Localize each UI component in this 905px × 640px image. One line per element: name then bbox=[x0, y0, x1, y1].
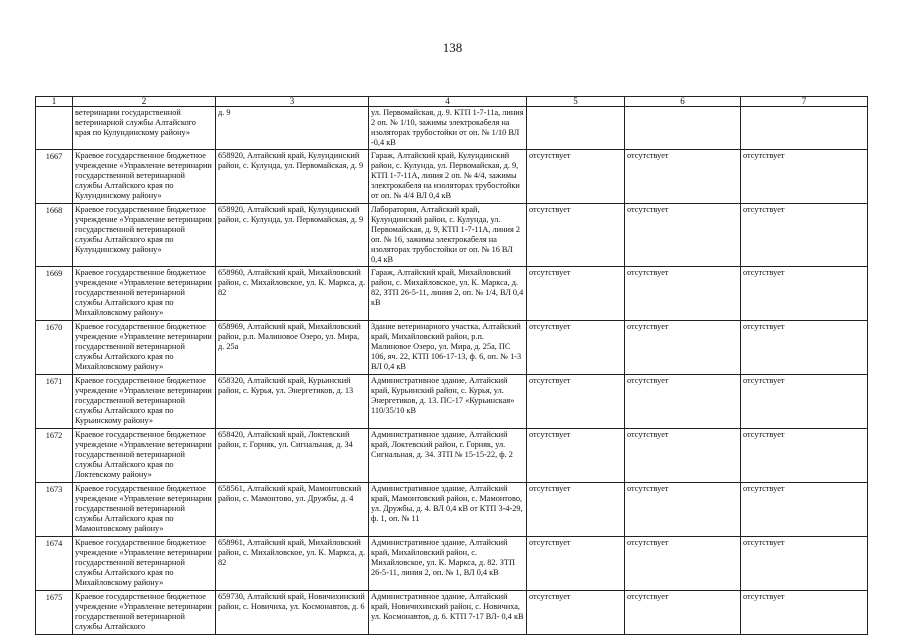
registry-table bbox=[35, 96, 868, 635]
table-body bbox=[36, 97, 868, 635]
column-header: 5 bbox=[527, 97, 625, 107]
column-7-value bbox=[741, 107, 868, 150]
object-description: Гараж, Алтайский край, Михайловский район, с. Михайловское, ул. К. Маркса, д. 82, ЗТП 26-5-11, линия 2, оп. № 1/4, ВЛ 0,4 кВ bbox=[369, 267, 527, 321]
table-row bbox=[36, 204, 868, 267]
organization-name: Краевое государственное бюджетное учреждение «Управление ветеринарии государственной ветеринарной службы Алтайского края по Мамонтовскому району» bbox=[73, 483, 216, 537]
column-6-value: отсутствует bbox=[625, 591, 741, 635]
column-7-value: отсутствует bbox=[741, 591, 868, 635]
column-header: 7 bbox=[741, 97, 868, 107]
column-7-value: отсутствует bbox=[741, 321, 868, 375]
row-number: 1667 bbox=[36, 150, 73, 204]
organization-address: д. 9 bbox=[216, 107, 369, 150]
organization-address: 658969, Алтайский край, Михайловский район, р.п. Малиновое Озеро, ул. Мира, д. 25а bbox=[216, 321, 369, 375]
organization-name: Краевое государственное бюджетное учреждение «Управление ветеринарии государственной ветеринарной службы Алтайского края по Михайловскому району» bbox=[73, 267, 216, 321]
organization-address: 658961, Алтайский край, Михайловский район, с. Михайловское, ул. К. Маркса, д. 82 bbox=[216, 537, 369, 591]
column-7-value: отсутствует bbox=[741, 150, 868, 204]
table-row bbox=[36, 107, 868, 150]
column-5-value: отсутствует bbox=[527, 321, 625, 375]
column-header: 3 bbox=[216, 97, 369, 107]
column-5-value: отсутствует bbox=[527, 591, 625, 635]
table-row bbox=[36, 537, 868, 591]
column-6-value: отсутствует bbox=[625, 204, 741, 267]
organization-address: 659730, Алтайский край, Новичихинский район, с. Новичиха, ул. Космонавтов, д. 6 bbox=[216, 591, 369, 635]
column-6-value: отсутствует bbox=[625, 429, 741, 483]
column-7-value: отсутствует bbox=[741, 375, 868, 429]
row-number: 1671 bbox=[36, 375, 73, 429]
column-header: 2 bbox=[73, 97, 216, 107]
row-number: 1669 bbox=[36, 267, 73, 321]
column-6-value: отсутствует bbox=[625, 321, 741, 375]
column-7-value: отсутствует bbox=[741, 267, 868, 321]
column-7-value: отсутствует bbox=[741, 204, 868, 267]
object-description: Административное здание, Алтайский край, Мамонтовский район, с. Мамонтово, ул. Дружбы, д. 4. ВЛ 0,4 кВ от КТП 3-4-29, ф. 1, оп. № 11 bbox=[369, 483, 527, 537]
table-row bbox=[36, 591, 868, 635]
organization-name: Краевое государственное бюджетное учреждение «Управление ветеринарии государственной ветеринарной службы Алтайского края по Курьинскому району» bbox=[73, 375, 216, 429]
organization-name: ветеринарии государственной ветеринарной службы Алтайского края по Кулундинскому району» bbox=[73, 107, 216, 150]
column-5-value: отсутствует bbox=[527, 267, 625, 321]
column-5-value: отсутствует bbox=[527, 483, 625, 537]
column-6-value: отсутствует bbox=[625, 375, 741, 429]
column-header: 6 bbox=[625, 97, 741, 107]
column-6-value: отсутствует bbox=[625, 150, 741, 204]
row-number bbox=[36, 107, 73, 150]
row-number: 1668 bbox=[36, 204, 73, 267]
organization-name: Краевое государственное бюджетное учреждение «Управление ветеринарии государственной ветеринарной службы Алтайского края по Михайловскому району» bbox=[73, 321, 216, 375]
object-description: Лаборатория, Алтайский край, Кулундинский район, с. Кулунда, ул. Первомайская, д. 9, КТП 1-7-11А, линия 2 оп. № 16, зажимы электрокабеля на изоляторах трубостойки от оп. № 16 ВЛ 0,4 кВ bbox=[369, 204, 527, 267]
table-row bbox=[36, 375, 868, 429]
table-header-row bbox=[36, 97, 868, 107]
organization-address: 658960, Алтайский край, Михайловский район, с. Михайловское, ул. К. Маркса, д. 82 bbox=[216, 267, 369, 321]
table-row bbox=[36, 483, 868, 537]
organization-address: 658561, Алтайский край, Мамонтовский район, с. Мамонтово, ул. Дружбы, д. 4 bbox=[216, 483, 369, 537]
object-description: Гараж, Алтайский край, Кулундинский район, с. Кулунда, ул. Первомайская, д. 9, КТП 1-7-11А, линия 2 оп. № 4/4, зажимы электрокабеля на изоляторах трубостойки от оп. № 4/4 ВЛ 0,4 кВ bbox=[369, 150, 527, 204]
column-6-value: отсутствует bbox=[625, 267, 741, 321]
column-6-value: отсутствует bbox=[625, 537, 741, 591]
object-description: Административное здание, Алтайский край, Курьинский район, с. Курья, ул. Энергетиков, д. 13. ПС-17 «Курьинская» 110/35/10 кВ bbox=[369, 375, 527, 429]
row-number: 1670 bbox=[36, 321, 73, 375]
column-5-value: отсутствует bbox=[527, 429, 625, 483]
organization-name: Краевое государственное бюджетное учреждение «Управление ветеринарии государственной ветеринарной службы Алтайского края по Локтевскому району» bbox=[73, 429, 216, 483]
organization-name: Краевое государственное бюджетное учреждение «Управление ветеринарии государственной ветеринарной службы Алтайского края по Михайловскому району» bbox=[73, 537, 216, 591]
column-5-value: отсутствует bbox=[527, 150, 625, 204]
table-row bbox=[36, 321, 868, 375]
table-row bbox=[36, 150, 868, 204]
table-row bbox=[36, 267, 868, 321]
column-5-value: отсутствует bbox=[527, 537, 625, 591]
object-description: Административное здание, Алтайский край, Локтевский район, г. Горняк, ул. Сигнальная, д. 34. ЗТП № 15-15-22, ф. 2 bbox=[369, 429, 527, 483]
column-7-value: отсутствует bbox=[741, 429, 868, 483]
organization-address: 658320, Алтайский край, Курьинский район, с. Курья, ул. Энергетиков, д. 13 bbox=[216, 375, 369, 429]
column-5-value: отсутствует bbox=[527, 375, 625, 429]
row-number: 1672 bbox=[36, 429, 73, 483]
organization-address: 658920, Алтайский край, Кулундинский район, с. Кулунда, ул. Первомайская, д. 9 bbox=[216, 204, 369, 267]
column-6-value: отсутствует bbox=[625, 483, 741, 537]
organization-address: 658920, Алтайский край, Кулундинский район, с. Кулунда, ул. Первомайская, д. 9 bbox=[216, 150, 369, 204]
object-description: Здание ветеринарного участка, Алтайский край, Михайловский район, р.п. Малиновое Озеро, ул. Мира, д. 25а, ПС 106, яч. 22, КТП 106-17-13, ф. 6, оп. № 1-3 ВЛ 0,4 кВ bbox=[369, 321, 527, 375]
row-number: 1675 bbox=[36, 591, 73, 635]
organization-name: Краевое государственное бюджетное учреждение «Управление ветеринарии государственной ветеринарной службы Алтайского края по Кулундинскому району» bbox=[73, 204, 216, 267]
object-description: Административное здание, Алтайский край, Михайловский район, с. Михайловское, ул. К. Маркса, д. 82. ЗТП 26-5-11, линия 2, оп. № 1, ВЛ 0,4 кВ bbox=[369, 537, 527, 591]
organization-name: Краевое государственное бюджетное учреждение «Управление ветеринарии государственной ветеринарной службы Алтайского края по Кулундинскому району» bbox=[73, 150, 216, 204]
object-description: Административное здание, Алтайский край, Новичихинский район, с. Новичиха, ул. Космонавтов, д. 6. КТП 7-17 ВЛ- 0,4 кВ bbox=[369, 591, 527, 635]
row-number: 1673 bbox=[36, 483, 73, 537]
row-number: 1674 bbox=[36, 537, 73, 591]
column-7-value: отсутствует bbox=[741, 483, 868, 537]
page-number: 138 bbox=[442, 40, 463, 55]
column-7-value: отсутствует bbox=[741, 537, 868, 591]
column-5-value: отсутствует bbox=[527, 204, 625, 267]
organization-name: Краевое государственное бюджетное учреждение «Управление ветеринарии государственной ветеринарной службы Алтайского bbox=[73, 591, 216, 635]
column-6-value bbox=[625, 107, 741, 150]
column-header: 4 bbox=[369, 97, 527, 107]
column-header: 1 bbox=[36, 97, 73, 107]
organization-address: 658420, Алтайский край, Локтевский район, г. Горняк, ул. Сигнальная, д. 34 bbox=[216, 429, 369, 483]
column-5-value bbox=[527, 107, 625, 150]
table-row bbox=[36, 429, 868, 483]
object-description: ул. Первомайская, д. 9. КТП 1-7-11а, линия 2 оп. № 1/10, зажимы электрокабеля на изоляторах трубостойки от оп. № 1/10 ВЛ -0,4 кВ bbox=[369, 107, 527, 150]
